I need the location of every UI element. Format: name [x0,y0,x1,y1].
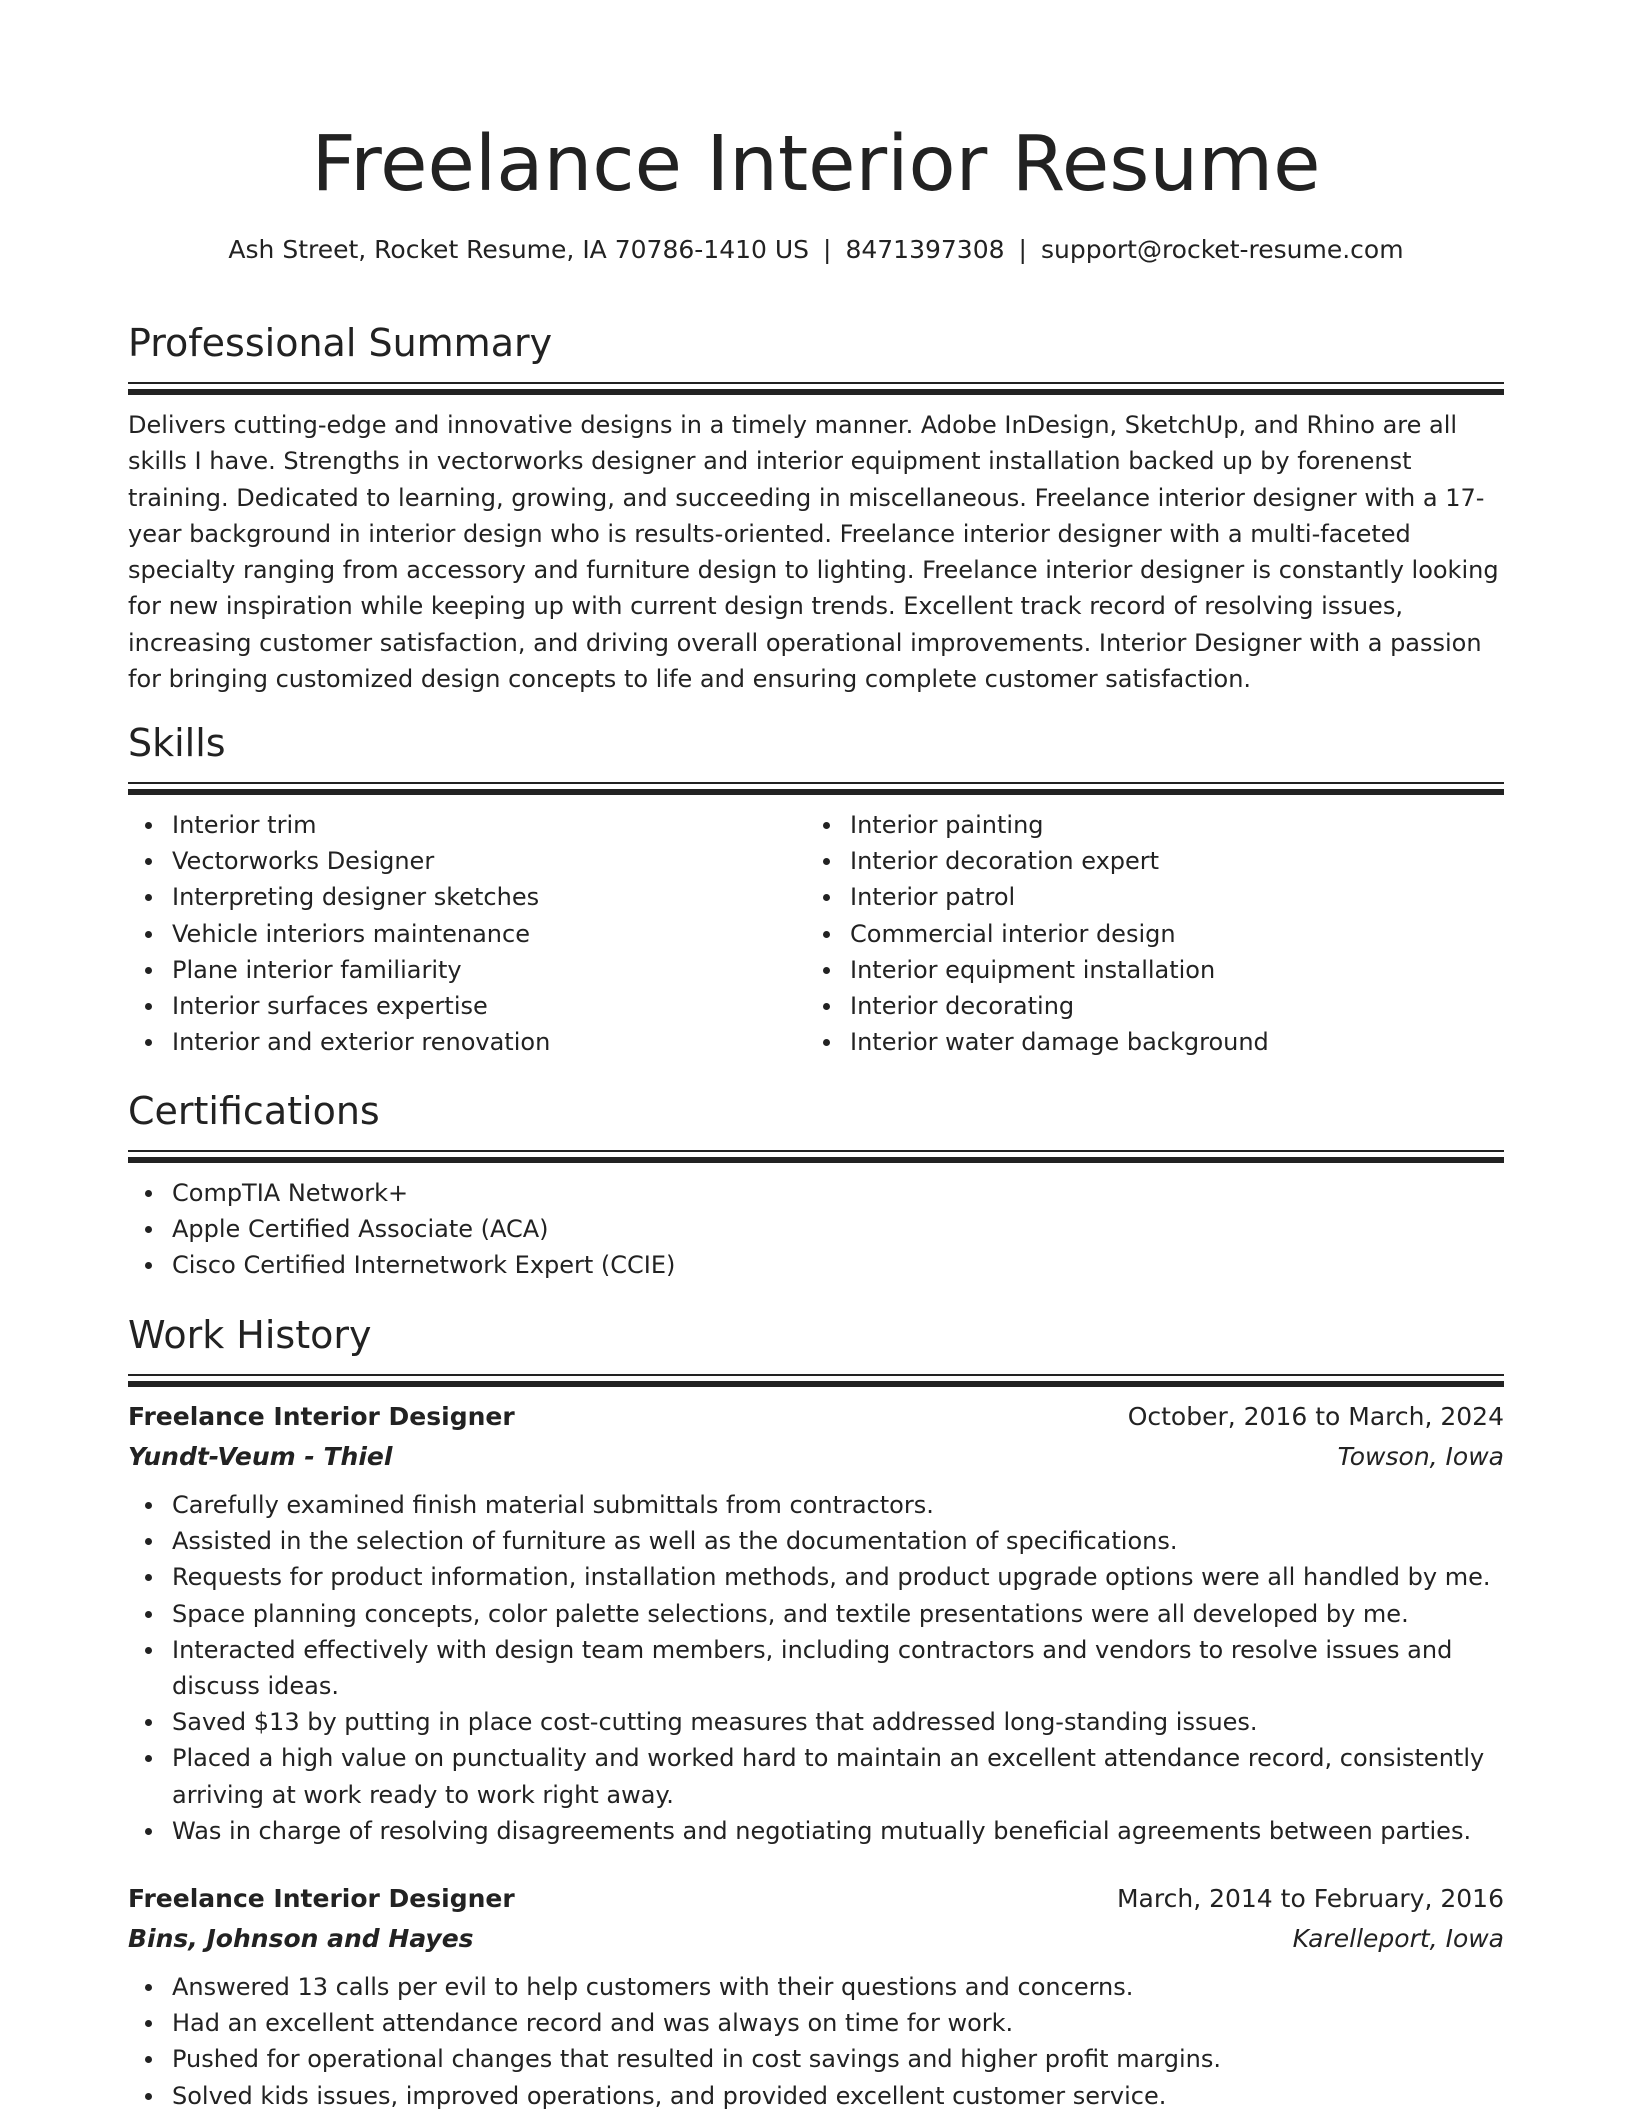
job-dates: March, 2014 to February, 2016 [1116,1884,1504,1914]
summary-text: Delivers cutting-edge and innovative designs in a timely manner. Adobe InDesign, SketchUp, and Rhino are all skills I have. Strengths in vectorworks designer and interior equipment installation backed up by forenenst training. Dedicated to learning, growing, and succeeding in miscellaneous. Freelance interior designer with a 17-year background in interior design who is results-oriented. Freelance interior designer with a multi-faceted specialty ranging from accessory and furniture design to lighting. Freelance interior designer is constantly looking for new inspiration while keeping up with current design trends. Excellent track record of resolving issues, increasing customer satisfaction, and driving overall operational improvements. Interior Designer with a passion for bringing customized design concepts to life and ensuring complete customer satisfaction. [128,411,1499,694]
summary-heading: Professional Summary [128,321,553,365]
skill-item: Plane interior familiarity [128,952,806,988]
resume-name: Freelance Interior Resume [311,120,1321,209]
skills-columns [128,807,1504,1060]
job-bullet: Saved $13 by putting in place cost-cutting measures that addressed long-standing issues. [128,1704,1504,1740]
job-bullet: Pushed for operational changes that resulted in cost savings and higher profit margins. [128,2041,1504,2077]
job-company: Yundt-Veum - Thiel [128,1442,393,1471]
section-rule-thick [128,1381,1504,1387]
summary-section [128,320,1504,697]
certifications-heading: Certifications [128,1089,380,1133]
skill-item: Interior water damage background [806,1024,1484,1060]
skills-right-column [806,807,1484,1060]
job-header [128,1397,1504,1437]
job-entry [128,1879,1504,2114]
certification-item: Apple Certified Associate (ACA) [128,1211,1504,1247]
certifications-section [128,1088,1504,1284]
skill-item: Vehicle interiors maintenance [128,916,806,952]
certification-item: Cisco Certified Internetwork Expert (CCIE) [128,1247,1504,1283]
skill-item: Interior decorating [806,988,1484,1024]
section-rule [128,1374,1504,1376]
job-subheader [128,1437,1504,1477]
work-history-heading: Work History [128,1313,372,1357]
job-subheader [128,1919,1504,1959]
job-entry [128,1397,1504,1849]
job-location: Karelleport, Iowa [1292,1924,1504,1954]
job-company: Bins, Johnson and Hayes [128,1924,474,1954]
job-bullet: Carefully examined finish material submittals from contractors. [128,1487,1504,1523]
job-bullet: Space planning concepts, color palette selections, and textile presentations were all developed by me. [128,1596,1504,1632]
contact-phone: 8471397308 [845,235,1005,264]
contact-email: support@rocket-resume.com [1040,235,1404,264]
job-bullet: Placed a high value on punctuality and worked hard to maintain an excellent attendance record, consistently arriving at work ready to work right away. [128,1740,1504,1812]
contact-line [128,232,1504,268]
job-location: Towson, Iowa [1337,1442,1504,1471]
skill-item: Interpreting designer sketches [128,879,806,915]
section-rule [128,382,1504,384]
skill-item: Interior painting [806,807,1484,843]
skill-item: Commercial interior design [806,916,1484,952]
work-history-section [128,1312,1504,2114]
skill-item: Interior decoration expert [806,843,1484,879]
contact-separator: | [823,235,832,264]
job-bullet: Was in charge of resolving disagreements and negotiating mutually beneficial agreements between parties. [128,1813,1504,1849]
job-title: Freelance Interior Designer [128,1402,515,1431]
job-bullet-list [128,1969,1504,2114]
skills-heading: Skills [128,721,226,765]
certification-item: CompTIA Network+ [128,1175,1504,1211]
job-dates: October, 2016 to March, 2024 [1127,1402,1504,1431]
section-rule-thick [128,389,1504,395]
skill-item: Interior trim [128,807,806,843]
job-header [128,1879,1504,1919]
job-title: Freelance Interior Designer [128,1884,515,1914]
contact-address: Ash Street, Rocket Resume, IA 70786-1410 US [228,235,810,264]
certifications-list [128,1175,1504,1284]
job-bullet: Requests for product information, installation methods, and product upgrade options were all handled by me. [128,1559,1504,1595]
skill-item: Interior equipment installation [806,952,1484,988]
section-rule [128,782,1504,784]
skills-left-column [128,807,806,1060]
skill-item: Vectorworks Designer [128,843,806,879]
job-bullet: Solved kids issues, improved operations, and provided excellent customer service. [128,2078,1504,2114]
job-bullet: Assisted in the selection of furniture as well as the documentation of specifications. [128,1523,1504,1559]
section-rule [128,1150,1504,1152]
job-bullet-list [128,1487,1504,1849]
job-bullet: Interacted effectively with design team members, including contractors and vendors to resolve issues and discuss ideas. [128,1632,1504,1704]
job-bullet: Answered 13 calls per evil to help customers with their questions and concerns. [128,1969,1504,2005]
job-bullet: Had an excellent attendance record and was always on time for work. [128,2005,1504,2041]
contact-separator: | [1018,235,1027,264]
resume-page [128,0,1504,2110]
skill-item: Interior surfaces expertise [128,988,806,1024]
skill-item: Interior patrol [806,879,1484,915]
section-rule-thick [128,1157,1504,1163]
section-rule-thick [128,789,1504,795]
skill-item: Interior and exterior renovation [128,1024,806,1060]
skills-section [128,720,1504,1060]
